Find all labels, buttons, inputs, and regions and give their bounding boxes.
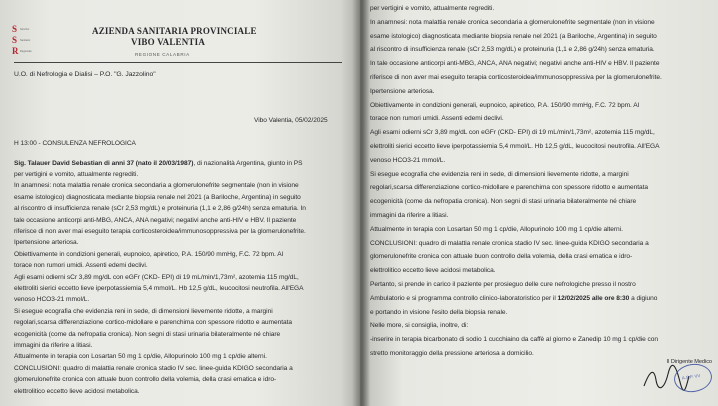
body-line: glomerulonefrite cronica con attuale buon controllo della volemia, della crasi ematica e idro- xyxy=(14,376,277,384)
body-line: In anamnesi: nota malattia renale cronica secondaria a glomerulonefrite segmentale (non in visione xyxy=(370,18,655,26)
body-line: Attualmente in terapia con Losartan 50 mg 1 cp/die, Allopurinolo 100 mg 1 cp/die alterni. xyxy=(14,353,267,361)
body-line: elettrolitico eccetto lieve acidosi metabolica. xyxy=(370,267,496,275)
body-line: elettroliti sierici eccetto lieve iperpotassiemia 5,4 mmol/L. Hb 12,5 g/dL, leucocitosi neutrofila. All'EGA xyxy=(14,285,304,292)
appointment-date: 12/02/2025 alle ore 8:30 xyxy=(557,294,630,302)
body-line: regolari,scarsa differenziazione cortico-midollare e parenchima con spessore ridotto e aumentata xyxy=(370,184,649,192)
body-line: In anamnesi: nota malattia renale cronica secondaria a glomerulonefrite segmentale (non in visione xyxy=(14,182,299,190)
body-line: ecogenicità (come da nefropatia cronica). Non segni di stasi urinaria bilateralmente né chiare xyxy=(14,330,281,338)
unit-name: U.O. di Nefrologia e Dialisi – P.O. "G. Jazzolino" xyxy=(14,71,156,78)
body-line: torace non rumori umidi. Assenti edemi declivi. xyxy=(14,262,148,270)
body-line: Pertanto, si prende in carico il paziente per prosieguo delle cure nefrologiche presso il nostro xyxy=(370,281,636,288)
body-line: elettrolitico eccetto lieve acidosi metabolica. xyxy=(14,387,140,395)
book-gutter-shadow xyxy=(352,0,370,406)
body-line: Nelle more, si consiglia, inoltre, di: xyxy=(370,322,469,330)
body-line: per vertigini e vomito, attualmente regrediti. xyxy=(14,171,139,178)
body-line: glomerulonefrite cronica con attuale buon controllo della volemia, della crasi ematica e idro- xyxy=(370,253,633,261)
body-line: e portando in visione l'esito della biopsia renale. xyxy=(370,308,508,316)
body-line: torace non rumori umidi. Assenti edemi declivi. xyxy=(370,115,504,123)
body-line: tale occasione anticorpi anti-MBG, ANCA, ANA negativi; negativi anche anti-HIV e HBV. Il paziente xyxy=(14,216,297,224)
body-line: per vertigini e vomito, attualmente regrediti. xyxy=(370,5,495,12)
logo-word: Regionale xyxy=(20,50,32,53)
stamp-text: A.S.P. VV xyxy=(681,372,701,381)
body-line: esame istologico) diagnosticata mediante biopsia renale nel 2021 (a Bariloche, Argentina) in seguito xyxy=(370,32,657,40)
body-line: venoso HCO3-21 mmol/L. xyxy=(370,156,446,164)
body-line: CONCLUSIONI: quadro di malattia renale cronica stadio IV sec. linee-guida KDIGO secondaria a xyxy=(370,239,649,247)
org-name: AZIENDA SANITARIA PROVINCIALE xyxy=(92,26,257,36)
body-line: In tale occasione anticorpi anti-MBG, ANCA, ANA negativi; negativi anche anti-HIV e HBV. Il paziente xyxy=(370,60,660,68)
org-city: VIBO VALENTIA xyxy=(131,37,206,47)
right-page xyxy=(360,0,718,406)
consult-header: H 13:00 - CONSULENZA NEFROLOGICA xyxy=(14,140,136,147)
ssr-logo xyxy=(12,24,48,62)
body-line: regolari,scarsa differenziazione cortico-midollare e parenchima con spessore ridotto e aumentata xyxy=(14,319,293,327)
logo-letter: S xyxy=(12,24,18,34)
body-line: stretto monitoraggio della pressione arteriosa a domicilio. xyxy=(370,350,534,357)
logo-letter: R xyxy=(12,46,19,56)
body-line: Si esegue ecografia che evidenzia reni in sede, di dimensioni lievemente ridotte, a margini xyxy=(14,307,273,315)
body-line: Agli esami odierni sCr 3,89 mg/dL con eGFr (CKD- EPI) di 19 mL/min/1,73m², azotemia 115 mg/dL, xyxy=(14,273,299,281)
body-line: Ipertensione arteriosa. xyxy=(14,239,79,247)
body-line: Ipertensione arteriosa. xyxy=(370,87,435,95)
body-line: immagini da riferire a litiasi. xyxy=(370,212,449,219)
body-line: immagini da riferire a litiasi. xyxy=(14,342,93,349)
body-line: venoso HCO3-21 mmol/L. xyxy=(14,296,90,304)
body-line: elettroliti sierici eccetto lieve iperpotassiemia 5,4 mmol/L. Hb 12,5 g/dL, leucocitosi neutrofila. All'EGA xyxy=(370,143,660,150)
patient-origin: , di nazionalità Argentina, giunto in PS xyxy=(193,160,303,167)
patient-name: Sig. Talauer David Sebastian di anni 37 (nato il 20/03/1987) xyxy=(14,160,194,167)
place-date: Vibo Valentia, 05/02/2025 xyxy=(254,117,328,124)
body-line: riferisce di non aver mai eseguito terapia corticosteroidea/immunosoppressiva per la glomerulonefrite. xyxy=(14,228,306,235)
header-rule xyxy=(14,62,342,63)
body-line: -inserire in terapia bicarbonato di sodio 1 cucchiaino da caffè al giorno e Zanedip 10 mg 1 cp/die con xyxy=(370,336,659,344)
region-name: REGIONE CALABRIA xyxy=(135,52,190,57)
signature-title: Il Dirigente Medico xyxy=(666,359,712,365)
body-line: Ambulatorio e si programma controllo clinico-laboratoristico per il 12/02/2025 alle ore 8:30 a digiuno xyxy=(370,294,658,302)
body-line: Agli esami odierni sCr 3,89 mg/dL con eGFr (CKD- EPI) di 19 mL/min/1,73m², azotemia 115 mg/dL, xyxy=(370,129,655,137)
body-line: riferisce di non aver mai eseguito terapia corticosteroidea/immunosoppressiva per la glomerulonefrite. xyxy=(370,74,662,81)
body-line: Obiettivamente in condizioni generali, eupnoico, apiretico, P.A. 150/90 mmHg, F.C. 72 bpm. Al xyxy=(370,101,640,109)
logo-letter: S xyxy=(12,35,18,45)
logo-word: Sanitario xyxy=(20,39,31,42)
body-line: Obiettivamente in condizioni generali, eupnoico, apiretico, P.A. 150/90 mmHg, F.C. 72 bpm. Al xyxy=(14,250,284,258)
patient-line xyxy=(14,161,302,168)
signature-block xyxy=(642,360,712,394)
body-line: Attualmente in terapia con Losartan 50 mg 1 cp/die, Allopurinolo 100 mg 1 cp/die alterni. xyxy=(370,225,623,233)
body-line: Si esegue ecografia che evidenzia reni in sede, di dimensioni lievemente ridotte, a margini xyxy=(370,170,629,178)
body-line: ecogenicità (come da nefropatia cronica). Non segni di stasi urinaria bilateralmente né chiare xyxy=(370,198,637,206)
logo-word: Servizio xyxy=(20,28,30,31)
body-line: esame istologico) diagnosticata mediante biopsia renale nel 2021 (a Bariloche, Argentina) in seguito xyxy=(14,193,301,201)
body-line: al riscontro di insufficienza renale (sCr 2,53 mg/dL) e proteinuria (1,1 e 2,86 g/24h) senza ematuria. In xyxy=(14,205,306,213)
body-line: al riscontro di insufficienza renale (sCr 2,53 mg/dL) e proteinuria (1,1 e 2,86 g/24h) senza ematuria. xyxy=(370,46,655,54)
body-line: CONCLUSIONI: quadro di malattia renale cronica stadio IV sec. linee-guida KDIGO secondaria a xyxy=(14,364,293,372)
